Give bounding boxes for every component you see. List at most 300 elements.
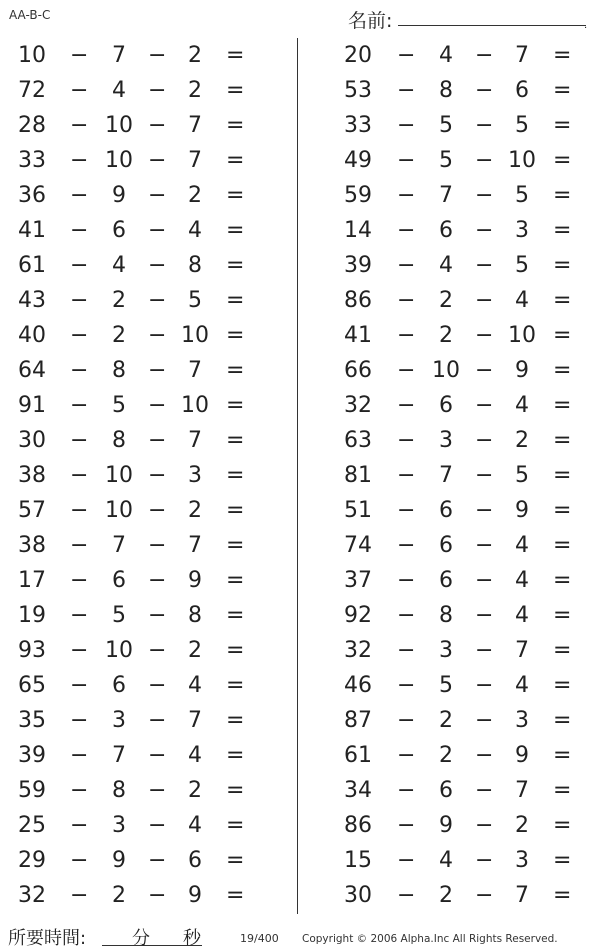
operand-3: 2 <box>188 43 202 68</box>
operand-2: 5 <box>112 603 126 628</box>
operand-3: 7 <box>515 43 529 68</box>
operand-1: 32 <box>18 883 46 908</box>
equals-sign: = <box>553 358 572 383</box>
equals-sign: = <box>553 638 572 663</box>
minus-sign: − <box>475 393 494 418</box>
operand-3: 9 <box>188 568 202 593</box>
minus-sign: − <box>70 148 89 173</box>
operand-2: 6 <box>439 498 453 523</box>
minus-sign: − <box>148 533 167 558</box>
problem-row <box>0 388 260 423</box>
equals-sign: = <box>553 428 572 453</box>
minutes-label: 分 <box>132 928 150 949</box>
operand-1: 53 <box>344 78 372 103</box>
name-dot: . <box>584 20 588 31</box>
minus-sign: − <box>70 218 89 243</box>
minus-sign: − <box>475 638 494 663</box>
equals-sign: = <box>553 78 572 103</box>
equals-sign: = <box>226 393 245 418</box>
time-label: 所要時間: <box>8 928 87 949</box>
problem-row <box>327 423 587 458</box>
minus-sign: − <box>475 498 494 523</box>
operand-3: 4 <box>515 533 529 558</box>
operand-2: 2 <box>112 883 126 908</box>
problem-row <box>0 738 260 773</box>
minus-sign: − <box>397 778 416 803</box>
problem-row <box>0 598 260 633</box>
minus-sign: − <box>475 323 494 348</box>
minus-sign: − <box>475 673 494 698</box>
problem-row <box>0 528 260 563</box>
equals-sign: = <box>226 113 245 138</box>
operand-1: 10 <box>18 43 46 68</box>
operand-1: 41 <box>344 323 372 348</box>
operand-1: 40 <box>18 323 46 348</box>
operand-1: 81 <box>344 463 372 488</box>
equals-sign: = <box>226 533 245 558</box>
minus-sign: − <box>70 568 89 593</box>
operand-3: 8 <box>188 253 202 278</box>
minus-sign: − <box>148 708 167 733</box>
minus-sign: − <box>397 568 416 593</box>
operand-2: 3 <box>112 813 126 838</box>
problem-row <box>327 213 587 248</box>
minus-sign: − <box>397 813 416 838</box>
operand-1: 35 <box>18 708 46 733</box>
operand-3: 2 <box>188 498 202 523</box>
minus-sign: − <box>148 848 167 873</box>
minus-sign: − <box>397 463 416 488</box>
equals-sign: = <box>226 428 245 453</box>
operand-3: 4 <box>188 743 202 768</box>
operand-1: 51 <box>344 498 372 523</box>
operand-3: 5 <box>515 183 529 208</box>
minus-sign: − <box>475 78 494 103</box>
equals-sign: = <box>226 78 245 103</box>
problem-row <box>0 353 260 388</box>
equals-sign: = <box>553 673 572 698</box>
problem-row <box>327 38 587 73</box>
name-underline <box>398 25 586 26</box>
operand-2: 6 <box>112 673 126 698</box>
minus-sign: − <box>397 218 416 243</box>
operand-2: 9 <box>439 813 453 838</box>
operand-3: 5 <box>515 463 529 488</box>
copyright: Copyright © 2006 Alpha.Inc All Rights Reserved. <box>302 933 558 945</box>
operand-2: 6 <box>439 778 453 803</box>
minus-sign: − <box>397 883 416 908</box>
operand-1: 57 <box>18 498 46 523</box>
minus-sign: − <box>148 43 167 68</box>
problem-row <box>327 633 587 668</box>
minus-sign: − <box>475 743 494 768</box>
minus-sign: − <box>397 743 416 768</box>
equals-sign: = <box>553 603 572 628</box>
problem-row <box>0 248 260 283</box>
problem-row <box>0 38 260 73</box>
operand-2: 9 <box>112 183 126 208</box>
operand-3: 10 <box>181 393 209 418</box>
minus-sign: − <box>70 498 89 523</box>
minus-sign: − <box>70 428 89 453</box>
minus-sign: − <box>70 113 89 138</box>
operand-3: 7 <box>515 883 529 908</box>
equals-sign: = <box>226 743 245 768</box>
minus-sign: − <box>397 393 416 418</box>
equals-sign: = <box>553 288 572 313</box>
operand-1: 86 <box>344 813 372 838</box>
equals-sign: = <box>226 43 245 68</box>
equals-sign: = <box>553 778 572 803</box>
operand-2: 7 <box>439 183 453 208</box>
operand-3: 2 <box>515 428 529 453</box>
equals-sign: = <box>226 323 245 348</box>
operand-1: 39 <box>344 253 372 278</box>
operand-1: 59 <box>344 183 372 208</box>
operand-2: 8 <box>112 428 126 453</box>
operand-3: 7 <box>515 638 529 663</box>
problem-row <box>0 318 260 353</box>
minus-sign: − <box>70 288 89 313</box>
problem-row <box>0 423 260 458</box>
minus-sign: − <box>397 708 416 733</box>
operand-3: 3 <box>515 708 529 733</box>
problem-row <box>0 493 260 528</box>
problem-row <box>327 703 587 738</box>
operand-1: 46 <box>344 673 372 698</box>
minus-sign: − <box>475 358 494 383</box>
operand-2: 10 <box>432 358 460 383</box>
equals-sign: = <box>226 883 245 908</box>
minus-sign: − <box>475 253 494 278</box>
operand-1: 65 <box>18 673 46 698</box>
operand-3: 2 <box>188 778 202 803</box>
minus-sign: − <box>148 358 167 383</box>
operand-3: 4 <box>515 393 529 418</box>
operand-3: 6 <box>515 78 529 103</box>
operand-3: 4 <box>515 603 529 628</box>
operand-3: 2 <box>515 813 529 838</box>
operand-2: 4 <box>439 848 453 873</box>
problem-row <box>327 178 587 213</box>
operand-2: 4 <box>112 78 126 103</box>
operand-1: 30 <box>18 428 46 453</box>
minus-sign: − <box>70 323 89 348</box>
equals-sign: = <box>226 463 245 488</box>
operand-1: 29 <box>18 848 46 873</box>
worksheet-code: AA-B-C <box>9 8 51 22</box>
operand-2: 6 <box>439 568 453 593</box>
problem-row <box>0 878 260 913</box>
problem-row <box>0 283 260 318</box>
equals-sign: = <box>226 498 245 523</box>
operand-1: 41 <box>18 218 46 243</box>
equals-sign: = <box>553 708 572 733</box>
operand-2: 4 <box>439 43 453 68</box>
operand-2: 4 <box>112 253 126 278</box>
minus-sign: − <box>70 358 89 383</box>
page-number: 19/400 <box>240 932 279 945</box>
minus-sign: − <box>70 778 89 803</box>
operand-2: 8 <box>112 778 126 803</box>
operand-1: 38 <box>18 463 46 488</box>
problem-row <box>327 878 587 913</box>
problem-row <box>0 773 260 808</box>
problem-row <box>327 73 587 108</box>
equals-sign: = <box>226 253 245 278</box>
operand-3: 2 <box>188 638 202 663</box>
problem-row <box>0 178 260 213</box>
problem-row <box>0 73 260 108</box>
minus-sign: − <box>475 183 494 208</box>
operand-3: 6 <box>188 848 202 873</box>
operand-3: 9 <box>515 498 529 523</box>
equals-sign: = <box>553 393 572 418</box>
operand-2: 6 <box>112 218 126 243</box>
minus-sign: − <box>148 603 167 628</box>
equals-sign: = <box>553 113 572 138</box>
operand-1: 36 <box>18 183 46 208</box>
problem-row <box>0 843 260 878</box>
operand-1: 38 <box>18 533 46 558</box>
operand-2: 2 <box>439 323 453 348</box>
operand-1: 32 <box>344 638 372 663</box>
equals-sign: = <box>553 533 572 558</box>
minus-sign: − <box>148 498 167 523</box>
minus-sign: − <box>475 43 494 68</box>
operand-2: 8 <box>439 78 453 103</box>
equals-sign: = <box>553 323 572 348</box>
equals-sign: = <box>553 848 572 873</box>
minus-sign: − <box>475 428 494 453</box>
equals-sign: = <box>226 813 245 838</box>
minus-sign: − <box>148 148 167 173</box>
operand-3: 5 <box>515 253 529 278</box>
problem-row <box>327 318 587 353</box>
minus-sign: − <box>475 603 494 628</box>
problem-row <box>327 248 587 283</box>
problem-row <box>327 283 587 318</box>
minus-sign: − <box>397 358 416 383</box>
operand-3: 4 <box>188 813 202 838</box>
equals-sign: = <box>226 358 245 383</box>
minus-sign: − <box>148 183 167 208</box>
problem-row <box>327 738 587 773</box>
operand-3: 4 <box>188 218 202 243</box>
minus-sign: − <box>475 148 494 173</box>
equals-sign: = <box>553 463 572 488</box>
minus-sign: − <box>70 603 89 628</box>
column-divider <box>297 38 298 914</box>
operand-1: 93 <box>18 638 46 663</box>
equals-sign: = <box>553 218 572 243</box>
equals-sign: = <box>226 848 245 873</box>
operand-3: 7 <box>188 708 202 733</box>
operand-2: 5 <box>439 673 453 698</box>
operand-1: 14 <box>344 218 372 243</box>
minus-sign: − <box>148 463 167 488</box>
minus-sign: − <box>475 708 494 733</box>
minus-sign: − <box>475 813 494 838</box>
minus-sign: − <box>70 393 89 418</box>
minus-sign: − <box>148 778 167 803</box>
operand-2: 2 <box>439 708 453 733</box>
minus-sign: − <box>397 673 416 698</box>
minus-sign: − <box>148 673 167 698</box>
minus-sign: − <box>70 638 89 663</box>
operand-1: 15 <box>344 848 372 873</box>
right-problem-column <box>327 38 587 913</box>
problem-row <box>0 563 260 598</box>
operand-3: 7 <box>188 533 202 558</box>
equals-sign: = <box>553 568 572 593</box>
problem-row <box>327 528 587 563</box>
operand-2: 10 <box>105 148 133 173</box>
equals-sign: = <box>226 638 245 663</box>
minus-sign: − <box>148 428 167 453</box>
operand-3: 3 <box>515 848 529 873</box>
operand-2: 10 <box>105 638 133 663</box>
operand-1: 19 <box>18 603 46 628</box>
equals-sign: = <box>226 148 245 173</box>
minus-sign: − <box>148 638 167 663</box>
operand-2: 5 <box>439 113 453 138</box>
minus-sign: − <box>475 288 494 313</box>
problem-row <box>0 703 260 738</box>
minus-sign: − <box>397 113 416 138</box>
minus-sign: − <box>475 218 494 243</box>
minus-sign: − <box>397 288 416 313</box>
operand-2: 6 <box>112 568 126 593</box>
minus-sign: − <box>148 113 167 138</box>
minus-sign: − <box>148 78 167 103</box>
name-label: 名前: <box>348 10 393 32</box>
operand-1: 39 <box>18 743 46 768</box>
operand-1: 43 <box>18 288 46 313</box>
minus-sign: − <box>70 463 89 488</box>
equals-sign: = <box>226 568 245 593</box>
minus-sign: − <box>148 813 167 838</box>
operand-2: 2 <box>112 323 126 348</box>
problem-row <box>327 458 587 493</box>
equals-sign: = <box>553 183 572 208</box>
operand-2: 2 <box>112 288 126 313</box>
seconds-label: 秒 <box>183 928 201 949</box>
equals-sign: = <box>226 708 245 733</box>
minus-sign: − <box>475 883 494 908</box>
equals-sign: = <box>553 813 572 838</box>
problem-row <box>0 458 260 493</box>
minus-sign: − <box>475 778 494 803</box>
minus-sign: − <box>397 323 416 348</box>
minus-sign: − <box>148 323 167 348</box>
minus-sign: − <box>70 743 89 768</box>
operand-1: 87 <box>344 708 372 733</box>
operand-1: 25 <box>18 813 46 838</box>
problem-row <box>327 808 587 843</box>
minus-sign: − <box>397 498 416 523</box>
minus-sign: − <box>70 813 89 838</box>
operand-3: 5 <box>188 288 202 313</box>
minus-sign: − <box>148 253 167 278</box>
operand-2: 7 <box>112 533 126 558</box>
minus-sign: − <box>70 253 89 278</box>
operand-2: 9 <box>112 848 126 873</box>
problem-row <box>327 108 587 143</box>
problem-row <box>327 143 587 178</box>
operand-1: 30 <box>344 883 372 908</box>
minus-sign: − <box>70 78 89 103</box>
minus-sign: − <box>475 533 494 558</box>
minus-sign: − <box>397 148 416 173</box>
operand-2: 6 <box>439 218 453 243</box>
operand-1: 74 <box>344 533 372 558</box>
minus-sign: − <box>475 568 494 593</box>
operand-2: 6 <box>439 393 453 418</box>
operand-1: 20 <box>344 43 372 68</box>
equals-sign: = <box>553 43 572 68</box>
operand-1: 66 <box>344 358 372 383</box>
operand-1: 92 <box>344 603 372 628</box>
operand-2: 2 <box>439 288 453 313</box>
operand-1: 28 <box>18 113 46 138</box>
operand-2: 10 <box>105 498 133 523</box>
minus-sign: − <box>70 533 89 558</box>
problem-row <box>0 633 260 668</box>
minus-sign: − <box>148 218 167 243</box>
equals-sign: = <box>226 218 245 243</box>
left-problem-column <box>0 38 260 913</box>
operand-2: 6 <box>439 533 453 558</box>
operand-3: 10 <box>508 323 536 348</box>
operand-3: 9 <box>515 743 529 768</box>
equals-sign: = <box>553 743 572 768</box>
equals-sign: = <box>226 288 245 313</box>
operand-1: 32 <box>344 393 372 418</box>
operand-1: 61 <box>18 253 46 278</box>
problem-row <box>327 353 587 388</box>
problem-row <box>327 668 587 703</box>
operand-1: 17 <box>18 568 46 593</box>
operand-2: 10 <box>105 113 133 138</box>
minus-sign: − <box>397 43 416 68</box>
operand-3: 3 <box>515 218 529 243</box>
equals-sign: = <box>553 148 572 173</box>
operand-3: 4 <box>515 673 529 698</box>
minus-sign: − <box>148 568 167 593</box>
minus-sign: − <box>70 708 89 733</box>
operand-1: 64 <box>18 358 46 383</box>
problem-row <box>327 388 587 423</box>
operand-2: 8 <box>439 603 453 628</box>
minus-sign: − <box>397 253 416 278</box>
operand-2: 2 <box>439 743 453 768</box>
operand-2: 3 <box>439 428 453 453</box>
equals-sign: = <box>226 183 245 208</box>
problem-row <box>0 213 260 248</box>
equals-sign: = <box>226 603 245 628</box>
equals-sign: = <box>226 673 245 698</box>
problem-row <box>0 108 260 143</box>
operand-3: 9 <box>188 883 202 908</box>
operand-1: 61 <box>344 743 372 768</box>
operand-3: 7 <box>188 113 202 138</box>
operand-3: 2 <box>188 183 202 208</box>
equals-sign: = <box>226 778 245 803</box>
operand-1: 86 <box>344 288 372 313</box>
operand-2: 8 <box>112 358 126 383</box>
minus-sign: − <box>397 78 416 103</box>
